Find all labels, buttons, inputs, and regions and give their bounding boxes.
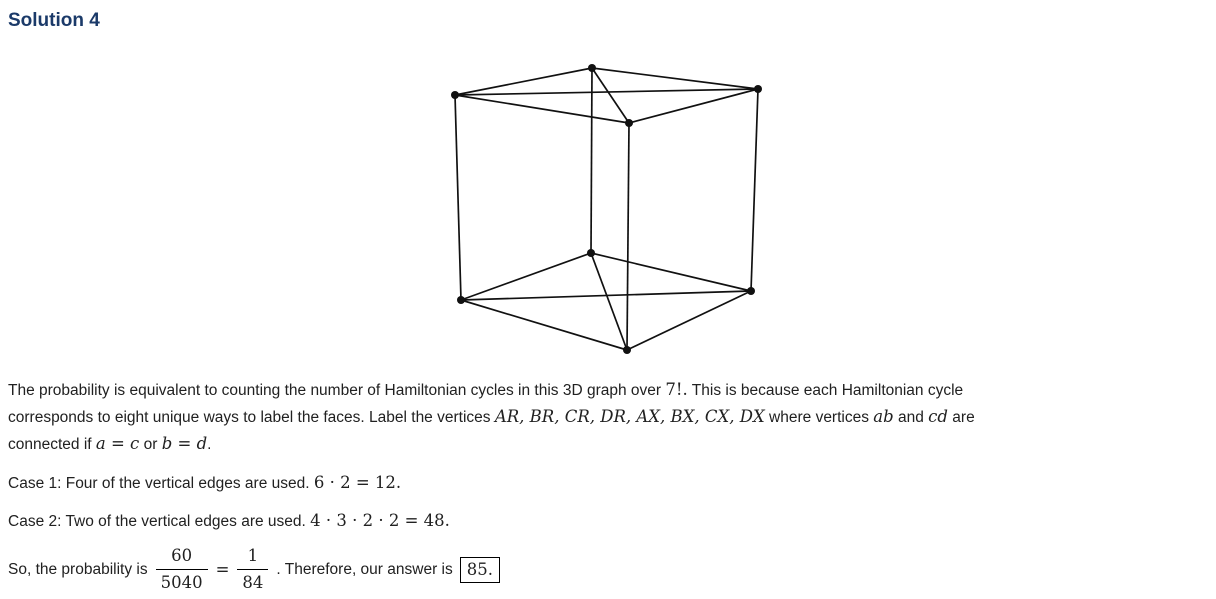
- intro-text-7: connected if: [8, 436, 96, 453]
- fraction-60-over-5040: [156, 545, 208, 594]
- graph-vertex-bottom_front: [623, 346, 631, 354]
- case-1-text: Case 1: Four of the vertical edges are used.: [8, 475, 314, 492]
- graph-vertex-bottom_right: [747, 287, 755, 295]
- conclusion-line: [8, 545, 1210, 594]
- graph-vertex-top_right: [754, 85, 762, 93]
- fraction-1-over-84: [237, 545, 268, 594]
- intro-text-5: and: [893, 409, 929, 426]
- equals-sign: =: [215, 559, 230, 579]
- fraction-numerator: 1: [237, 545, 268, 570]
- intro-text-4: where vertices: [764, 409, 874, 426]
- boxed-answer: 85.: [460, 557, 500, 583]
- case-2-text: Case 2: Two of the vertical edges are used.: [8, 513, 311, 530]
- math-seven-factorial: 7!.: [665, 380, 688, 399]
- case-1-math: 6 · 2 = 12.: [313, 473, 402, 492]
- fraction-denominator: 5040: [160, 573, 203, 592]
- graph-vertex-top_back: [588, 64, 596, 72]
- cube-graph: [440, 50, 780, 360]
- math-a-equals-c: a = c: [95, 434, 140, 453]
- math-cd: cd: [928, 407, 948, 426]
- case-2-math: 4 · 3 · 2 · 2 = 48.: [310, 511, 450, 530]
- intro-text-6: are: [947, 409, 975, 426]
- math-vertex-labels: AR, BR, CR, DR, AX, BX, CX, DX: [494, 407, 765, 426]
- graph-vertex-bottom_left: [457, 296, 465, 304]
- fraction-numerator: 60: [156, 545, 208, 570]
- graph-vertex-bottom_back: [587, 249, 595, 257]
- graph-vertex-top_front: [625, 119, 633, 127]
- intro-text-3: corresponds to eight unique ways to label the faces. Label the vertices: [8, 409, 495, 426]
- intro-text-9: .: [207, 436, 212, 453]
- paragraph-intro: [8, 377, 1210, 458]
- math-ab: ab: [873, 407, 894, 426]
- cube-graph-figure: [440, 50, 780, 360]
- fraction-denominator: 84: [242, 573, 264, 592]
- solution-text: [8, 377, 1210, 594]
- graph-vertex-top_left: [451, 91, 459, 99]
- conclusion-text-2: . Therefore, our answer is: [276, 560, 453, 578]
- conclusion-text-1: So, the probability is: [8, 560, 148, 578]
- intro-text-8: or: [139, 436, 162, 453]
- intro-text-2: This is because each Hamiltonian cycle: [687, 382, 964, 399]
- math-b-equals-d: b = d: [161, 434, 208, 453]
- page-title: Solution 4: [8, 10, 100, 31]
- intro-text-1: The probability is equivalent to counting the number of Hamiltonian cycles in this 3D graph over: [8, 382, 666, 399]
- case-2-line: [8, 508, 1210, 535]
- case-1-line: [8, 470, 1210, 497]
